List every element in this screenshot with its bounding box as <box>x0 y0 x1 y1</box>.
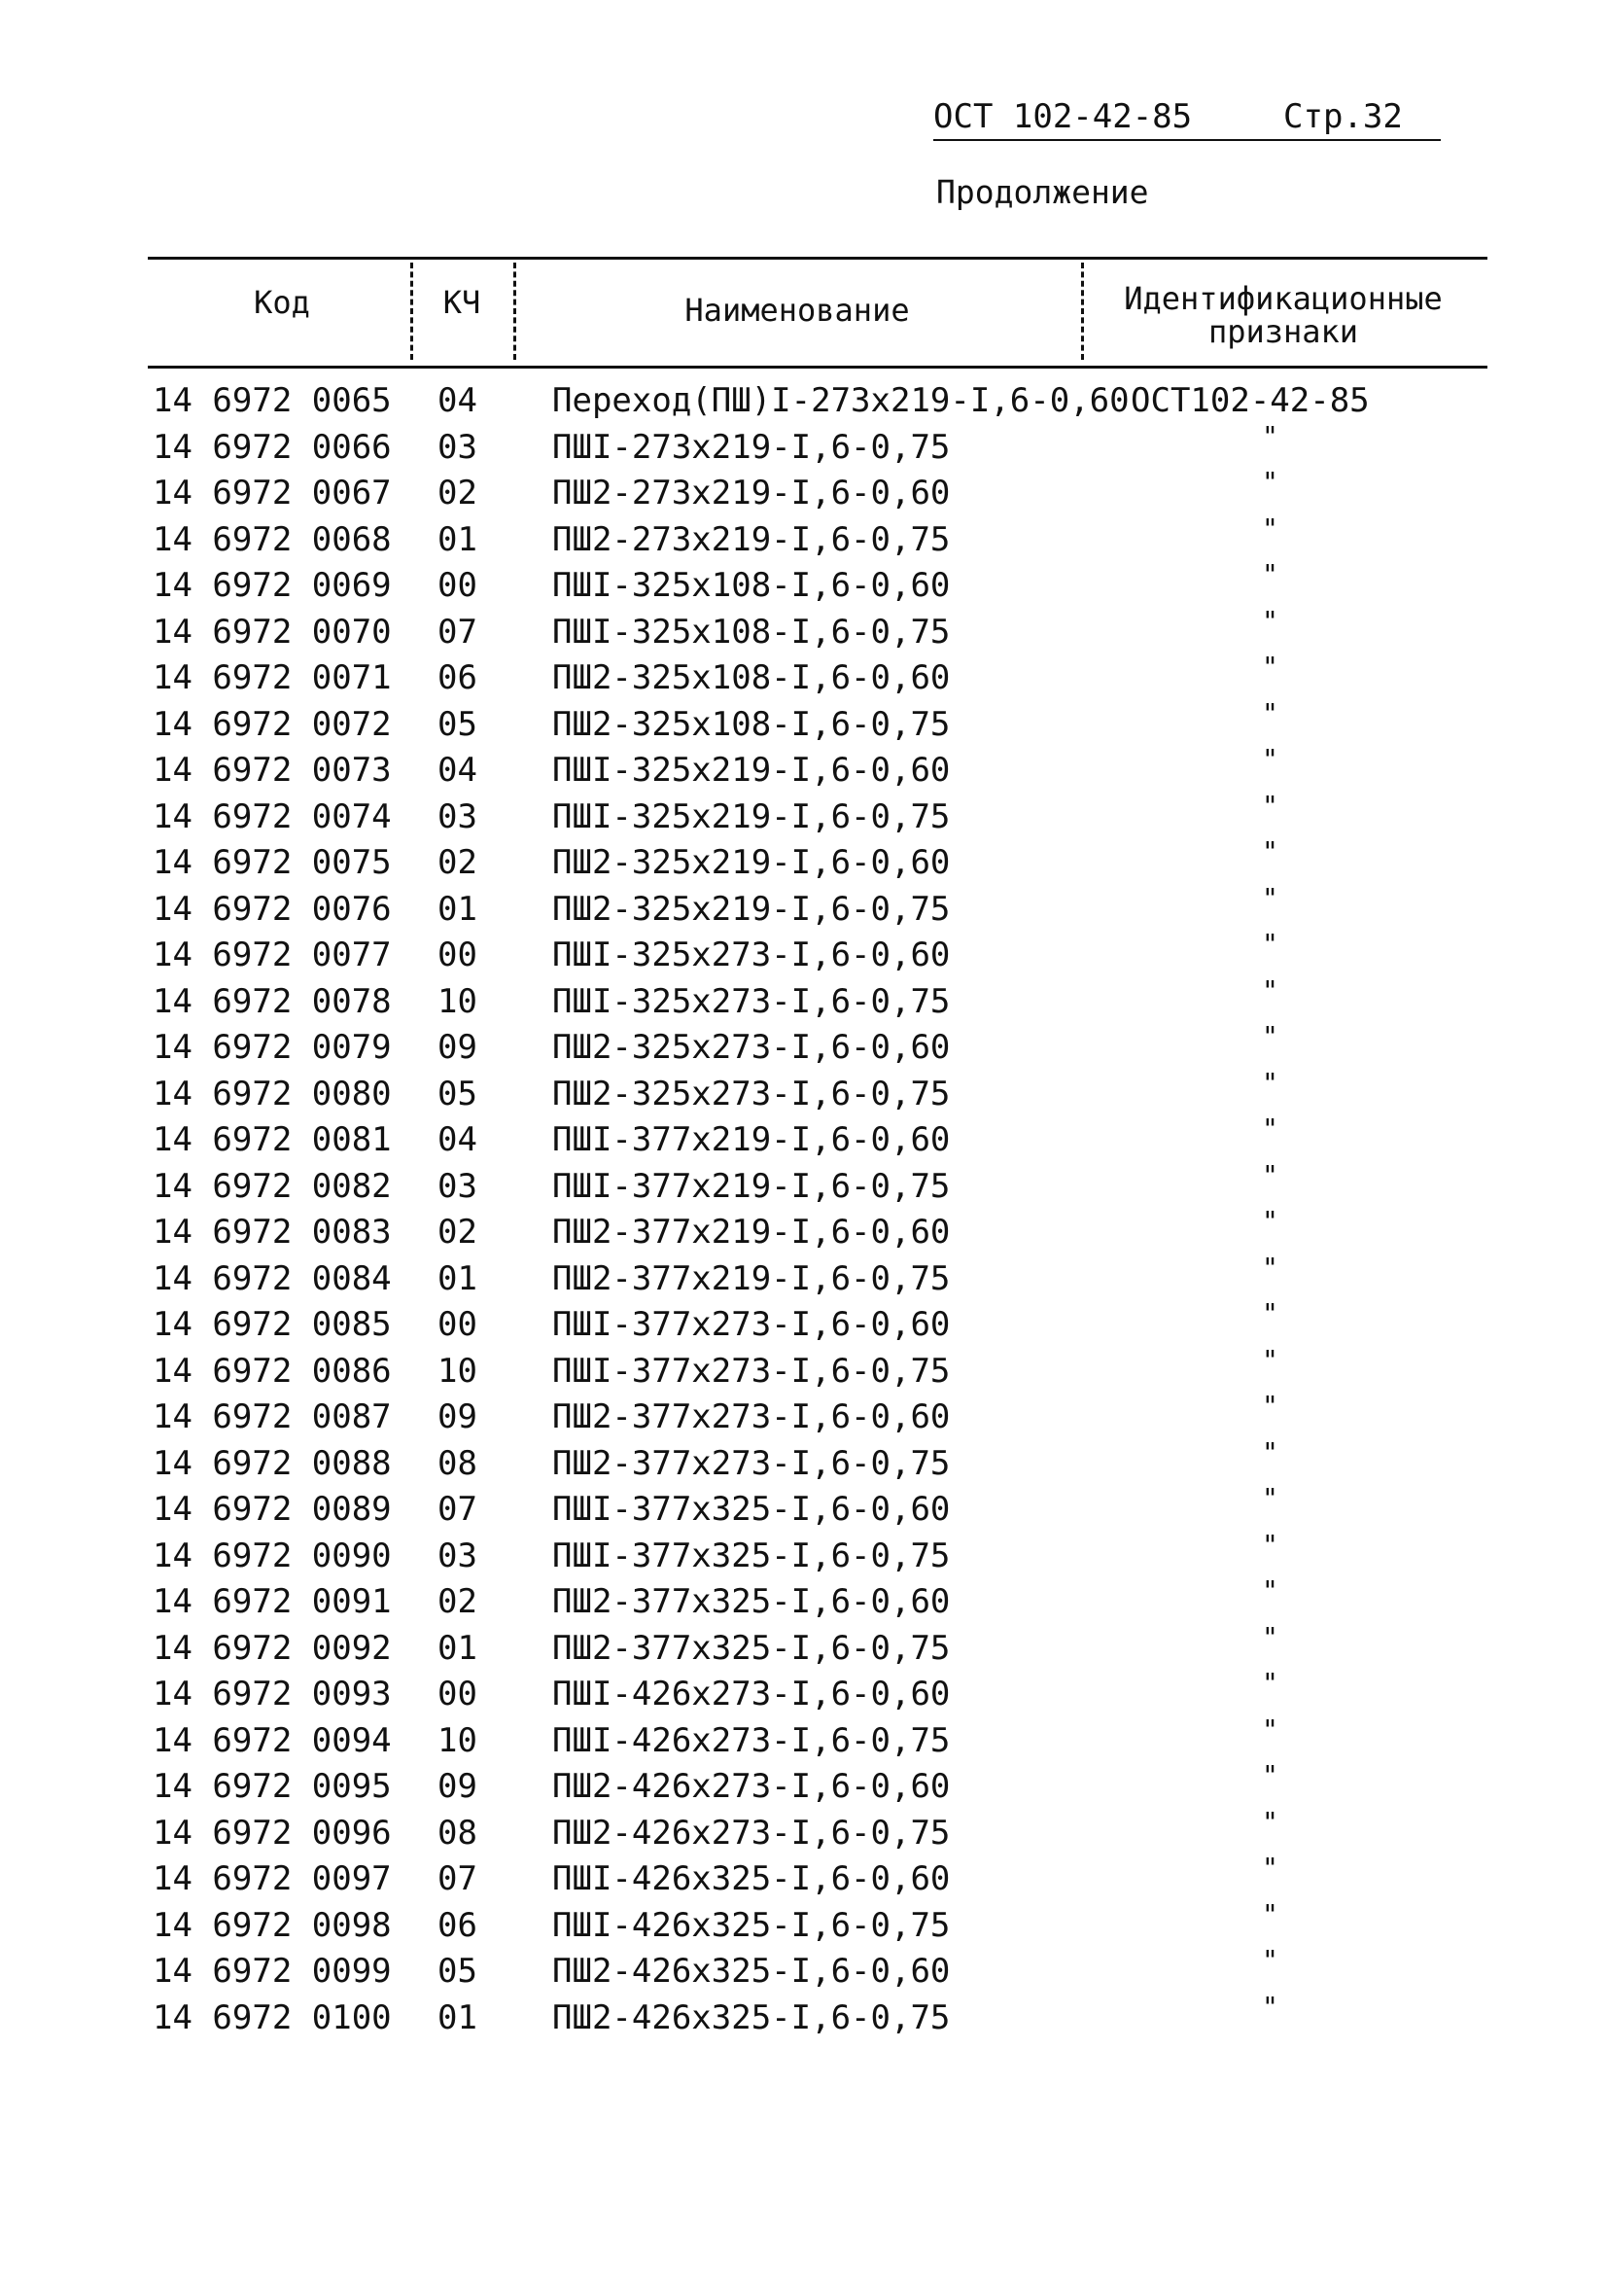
row-code: 14 6972 0076 <box>153 889 392 929</box>
table-row <box>0 1020 1607 1075</box>
row-ident: " <box>1262 1620 1278 1653</box>
row-ident: " <box>1262 1528 1278 1561</box>
row-code: 14 6972 0098 <box>153 1905 392 1945</box>
row-ident: " <box>1262 466 1278 498</box>
row-ident: " <box>1262 928 1278 960</box>
row-name: ПШ2-377x325-I,6-0,60 <box>552 1582 951 1621</box>
row-kch: 00 <box>437 566 477 605</box>
row-ident: " <box>1262 651 1278 683</box>
row-kch: 07 <box>437 612 477 652</box>
table-row <box>0 973 1607 1029</box>
table-row <box>0 696 1607 752</box>
table-row <box>0 1852 1607 1906</box>
row-kch: 03 <box>437 1166 477 1206</box>
row-kch: 04 <box>437 1120 477 1159</box>
table-row <box>0 381 1607 428</box>
row-name: ПШ2-325x108-I,6-0,60 <box>552 658 951 697</box>
row-ident: " <box>1262 789 1278 822</box>
row-kch: 02 <box>437 474 477 512</box>
row-kch: 06 <box>437 658 477 697</box>
table-row <box>0 1897 1607 1953</box>
row-code: 14 6972 0066 <box>153 427 392 467</box>
table-row <box>0 1805 1607 1860</box>
row-ident: " <box>1262 1759 1278 1791</box>
row-code: 14 6972 0074 <box>153 796 392 836</box>
row-ident: " <box>1262 1251 1278 1284</box>
table-row <box>0 1574 1607 1629</box>
row-code: 14 6972 0092 <box>153 1628 392 1668</box>
row-ident: " <box>1262 1020 1278 1052</box>
row-code: 14 6972 0089 <box>153 1490 392 1529</box>
row-name: ПШ2-426x325-I,6-0,60 <box>552 1952 951 1991</box>
row-name: ПШI-325x219-I,6-0,60 <box>552 751 951 790</box>
table-row <box>0 1390 1607 1444</box>
row-name: ПШ2-426x325-I,6-0,75 <box>552 1997 951 2037</box>
row-name: ПШ2-325x273-I,6-0,60 <box>552 1028 951 1067</box>
table-body <box>0 381 1607 2044</box>
table-row <box>0 1528 1607 1583</box>
row-ident: " <box>1262 743 1278 775</box>
row-code: 14 6972 0072 <box>153 704 392 744</box>
table-row <box>0 1343 1607 1398</box>
row-ident: " <box>1262 419 1278 452</box>
row-kch: 09 <box>437 1767 477 1806</box>
row-code: 14 6972 0069 <box>153 566 392 605</box>
row-code: 14 6972 0087 <box>153 1397 392 1436</box>
table-row <box>0 1251 1607 1306</box>
row-name: ПШI-377x325-I,6-0,75 <box>552 1536 951 1575</box>
row-ident: " <box>1262 1990 1278 2023</box>
row-code: 14 6972 0095 <box>153 1767 392 1806</box>
table-row <box>0 743 1607 797</box>
row-code: 14 6972 0088 <box>153 1443 392 1483</box>
table-row <box>0 1713 1607 1768</box>
row-name: ПШ2-377x273-I,6-0,75 <box>552 1443 951 1483</box>
row-ident: " <box>1262 1435 1278 1468</box>
row-kch: 04 <box>437 381 477 420</box>
row-code: 14 6972 0093 <box>153 1675 392 1713</box>
row-name: ПШ2-325x108-I,6-0,75 <box>552 704 951 744</box>
column-header-name: Наименование <box>684 292 910 329</box>
row-code: 14 6972 0094 <box>153 1720 392 1760</box>
row-code: 14 6972 0099 <box>153 1952 392 1991</box>
row-ident: " <box>1262 1158 1278 1191</box>
table-row <box>0 835 1607 890</box>
row-name: ПШI-325x219-I,6-0,75 <box>552 796 951 836</box>
row-name: ПШI-325x273-I,6-0,60 <box>552 936 951 974</box>
table-row <box>0 1667 1607 1721</box>
row-code: 14 6972 0081 <box>153 1120 392 1159</box>
row-kch: 03 <box>437 427 477 467</box>
row-code: 14 6972 0091 <box>153 1582 392 1621</box>
table-row <box>0 1482 1607 1537</box>
table-row <box>0 419 1607 475</box>
row-code: 14 6972 0082 <box>153 1166 392 1206</box>
row-name: ПШ2-377x219-I,6-0,75 <box>552 1258 951 1298</box>
table-row <box>0 1990 1607 2045</box>
table-row <box>0 466 1607 520</box>
row-ident: " <box>1262 1667 1278 1699</box>
row-ident: " <box>1262 1066 1278 1099</box>
row-ident: " <box>1262 604 1278 637</box>
table-row <box>0 789 1607 844</box>
row-kch: 07 <box>437 1490 477 1529</box>
row-name: ПШI-377x219-I,6-0,75 <box>552 1166 951 1206</box>
table-row <box>0 1759 1607 1814</box>
column-header-code: Код <box>254 284 310 321</box>
row-code: 14 6972 0078 <box>153 981 392 1021</box>
table-row <box>0 928 1607 982</box>
row-name: ПШ2-325x273-I,6-0,75 <box>552 1074 951 1113</box>
row-name: ПШ2-273x219-I,6-0,75 <box>552 519 951 559</box>
row-ident: " <box>1262 1574 1278 1607</box>
row-code: 14 6972 0086 <box>153 1351 392 1391</box>
table-top-rule <box>148 257 1487 260</box>
row-kch: 03 <box>437 796 477 836</box>
row-ident: " <box>1262 1113 1278 1145</box>
row-code: 14 6972 0096 <box>153 1813 392 1853</box>
row-kch: 03 <box>437 1536 477 1575</box>
row-ident: ОСТ102-42-85 <box>1131 381 1370 420</box>
document-header <box>933 97 1439 140</box>
row-name: ПШI-325x273-I,6-0,75 <box>552 981 951 1021</box>
row-kch: 01 <box>437 889 477 929</box>
row-name: ПШI-377x273-I,6-0,75 <box>552 1351 951 1391</box>
table-header-rule <box>148 366 1487 369</box>
row-code: 14 6972 0097 <box>153 1859 392 1898</box>
row-code: 14 6972 0067 <box>153 474 392 512</box>
column-header-kch: КЧ <box>442 284 481 321</box>
row-kch: 10 <box>437 1351 477 1391</box>
standard-code: ОСТ 102-42-85 <box>933 97 1193 136</box>
row-name: ПШI-273x219-I,6-0,75 <box>552 427 951 467</box>
row-name: ПШ2-426x273-I,6-0,60 <box>552 1767 951 1806</box>
row-code: 14 6972 0068 <box>153 519 392 559</box>
row-ident: " <box>1262 1852 1278 1884</box>
row-ident: " <box>1262 558 1278 590</box>
row-name: ПШI-325x108-I,6-0,75 <box>552 612 951 652</box>
table-row <box>0 1205 1607 1259</box>
row-ident: " <box>1262 1482 1278 1514</box>
row-kch: 10 <box>437 981 477 1021</box>
row-ident: " <box>1262 696 1278 729</box>
continuation-label: Продолжение <box>936 173 1149 211</box>
row-ident: " <box>1262 973 1278 1007</box>
row-code: 14 6972 0070 <box>153 612 392 652</box>
row-ident: " <box>1262 1297 1278 1329</box>
row-kch: 01 <box>437 519 477 559</box>
row-kch: 08 <box>437 1443 477 1483</box>
table-row <box>0 1113 1607 1167</box>
row-name: ПШ2-377x273-I,6-0,60 <box>552 1397 951 1436</box>
table-row <box>0 881 1607 936</box>
row-name: ПШI-325x108-I,6-0,60 <box>552 566 951 605</box>
table-row <box>0 1158 1607 1214</box>
row-kch: 01 <box>437 1258 477 1298</box>
column-header-ident: Идентификационные признаки <box>1124 280 1443 350</box>
row-ident: " <box>1262 1343 1278 1376</box>
table-row <box>0 512 1607 567</box>
row-kch: 00 <box>437 1305 477 1344</box>
row-kch: 06 <box>437 1905 477 1945</box>
row-kch: 02 <box>437 1582 477 1621</box>
row-kch: 02 <box>437 1213 477 1252</box>
table-row <box>0 1297 1607 1352</box>
row-name: ПШ2-325x219-I,6-0,75 <box>552 889 951 929</box>
row-name: ПШI-426x273-I,6-0,75 <box>552 1720 951 1760</box>
row-kch: 07 <box>437 1859 477 1898</box>
row-kch: 05 <box>437 1952 477 1991</box>
table-row <box>0 1620 1607 1676</box>
row-ident: " <box>1262 1390 1278 1422</box>
row-kch: 00 <box>437 1675 477 1713</box>
row-name: ПШ2-377x325-I,6-0,75 <box>552 1628 951 1668</box>
row-kch: 09 <box>437 1397 477 1436</box>
row-name: ПШI-426x325-I,6-0,75 <box>552 1905 951 1945</box>
row-kch: 01 <box>437 1997 477 2037</box>
row-kch: 09 <box>437 1028 477 1067</box>
row-name: ПШ2-377x219-I,6-0,60 <box>552 1213 951 1252</box>
row-ident: " <box>1262 1944 1278 1976</box>
table-row <box>0 558 1607 613</box>
row-name: ПШI-377x273-I,6-0,60 <box>552 1305 951 1344</box>
row-kch: 04 <box>437 751 477 790</box>
row-code: 14 6972 0071 <box>153 658 392 697</box>
row-kch: 05 <box>437 704 477 744</box>
row-ident: " <box>1262 1205 1278 1237</box>
row-name: ПШ2-273x219-I,6-0,60 <box>552 474 951 512</box>
row-code: 14 6972 0077 <box>153 936 392 974</box>
row-kch: 08 <box>437 1813 477 1853</box>
row-ident: " <box>1262 1805 1278 1838</box>
table-row <box>0 604 1607 659</box>
row-code: 14 6972 0079 <box>153 1028 392 1067</box>
row-name: ПШI-426x325-I,6-0,60 <box>552 1859 951 1898</box>
row-code: 14 6972 0083 <box>153 1213 392 1252</box>
table-row <box>0 1944 1607 1998</box>
row-ident: " <box>1262 1897 1278 1930</box>
row-kch: 02 <box>437 843 477 882</box>
row-kch: 00 <box>437 936 477 974</box>
row-code: 14 6972 0085 <box>153 1305 392 1344</box>
row-ident: " <box>1262 835 1278 867</box>
row-name: ПШI-426x273-I,6-0,60 <box>552 1675 951 1713</box>
row-code: 14 6972 0080 <box>153 1074 392 1113</box>
row-code: 14 6972 0090 <box>153 1536 392 1575</box>
row-ident: " <box>1262 881 1278 914</box>
table-row <box>0 1066 1607 1121</box>
row-name: ПШI-377x219-I,6-0,60 <box>552 1120 951 1159</box>
row-code: 14 6972 0100 <box>153 1997 392 2037</box>
page-number: Стр.32 <box>1283 97 1403 136</box>
table-row <box>0 651 1607 705</box>
row-code: 14 6972 0075 <box>153 843 392 882</box>
row-name: ПШ2-325x219-I,6-0,60 <box>552 843 951 882</box>
row-ident: " <box>1262 1713 1278 1746</box>
row-kch: 10 <box>437 1720 477 1760</box>
row-ident: " <box>1262 512 1278 545</box>
row-name: ПШ2-426x273-I,6-0,75 <box>552 1813 951 1853</box>
row-kch: 05 <box>437 1074 477 1113</box>
row-code: 14 6972 0073 <box>153 751 392 790</box>
table-row <box>0 1435 1607 1491</box>
row-name: ПШI-377x325-I,6-0,60 <box>552 1490 951 1529</box>
row-kch: 01 <box>437 1628 477 1668</box>
header-underline <box>933 139 1441 141</box>
row-name: Переход(ПШ)I-273x219-I,6-0,60 <box>552 381 1130 420</box>
row-code: 14 6972 0084 <box>153 1258 392 1298</box>
row-code: 14 6972 0065 <box>153 381 392 420</box>
column-separator <box>513 263 516 360</box>
